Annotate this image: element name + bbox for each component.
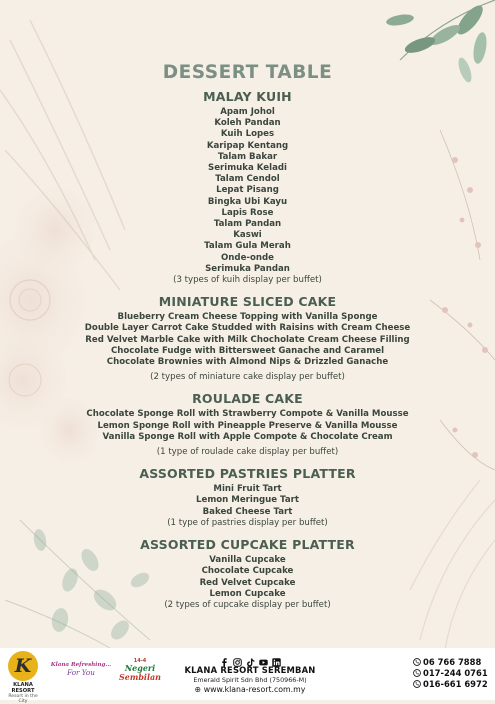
menu-item: Apam Johol (220, 107, 275, 117)
menu-item: Talam Gula Merah (204, 241, 291, 252)
negeri-logo-top: 14-4 (133, 658, 147, 664)
menu-item: Onde-onde (221, 252, 274, 263)
phone-numbers (413, 657, 493, 690)
menu-item: Lemon Meringue Tart (196, 495, 299, 506)
klana-logo-tagline: Resort in the City (8, 694, 38, 704)
section-assorted-cupcake (60, 537, 435, 611)
negeri-logo-line2: Sembilan (118, 672, 161, 682)
linkedin-icon[interactable] (272, 652, 281, 661)
menu-item: Kuih Lopes (220, 129, 275, 140)
negeri-sembilan-logo (118, 658, 162, 682)
section-roulade-cake (60, 391, 435, 458)
refreshing-logo-line1: Klana Refreshing... (50, 662, 112, 668)
section-title: ASSORTED PASTRIES PLATTER (139, 466, 356, 482)
menu-item: Talam Pandan (213, 219, 282, 230)
section-note: (2 types of miniature cake display per buffet) (150, 372, 345, 383)
menu-item: Koleh Pandan (214, 118, 281, 129)
menu-item: Double Layer Carrot Cake Studded with Raisins with Cream Cheese (84, 323, 411, 334)
section-title: ROULADE CAKE (192, 391, 303, 407)
website-url: www.klana-resort.com.my (203, 685, 306, 694)
section-title: ASSORTED CUPCAKE PLATTER (140, 537, 355, 553)
section-assorted-pastries (60, 466, 435, 529)
youtube-icon[interactable] (259, 652, 268, 661)
phone-number[interactable] (413, 657, 493, 668)
instagram-icon[interactable] (233, 652, 242, 661)
phone-number-text: 016-661 6972 (423, 679, 488, 689)
menu-item: Lemon Cupcake (209, 588, 286, 599)
section-miniature-sliced-cake (60, 294, 435, 383)
resort-contact-info (175, 652, 325, 694)
klana-logo-name: KLANA RESORT (11, 682, 35, 694)
menu-item: Chocolate Cupcake (201, 566, 294, 577)
menu-content (60, 62, 435, 611)
whatsapp-number[interactable] (413, 679, 493, 690)
negeri-logo-line1: Negeri (124, 663, 156, 673)
menu-item: Talam Cendol (215, 174, 280, 185)
menu-item: Bingka Ubi Kayu (207, 196, 288, 207)
globe-icon: ⊕ (194, 685, 202, 694)
menu-item: Talam Bakar (217, 151, 278, 162)
section-note: (1 type of pastries display per buffet) (167, 517, 328, 528)
refreshing-logo (50, 662, 112, 677)
menu-item: Chocolate Sponge Roll with Strawberry Compote & Vanilla Mousse (86, 409, 409, 420)
footer (0, 648, 495, 704)
website-link[interactable] (175, 685, 325, 694)
menu-item: Serimuka Pandan (205, 263, 290, 274)
resort-name: KLANA RESORT SEREMBAN (184, 665, 316, 675)
menu-item: Mini Fruit Tart (213, 484, 282, 495)
menu-item: Kaswi (233, 230, 262, 241)
menu-item: Vanilla Sponge Roll with Apple Compote & Chocolate Cream (102, 431, 393, 442)
menu-item: Red Velvet Cupcake (199, 577, 296, 588)
whatsapp-icon (413, 669, 421, 677)
section-malay-kuih (60, 89, 435, 286)
menu-item: Vanilla Cupcake (209, 555, 286, 566)
section-title: MALAY KUIH (203, 89, 292, 104)
menu-item: Serimuka Keladi (208, 163, 287, 174)
facebook-icon[interactable] (220, 652, 229, 661)
menu-item: Red Velvet Marble Cake with Milk Chocholate Cream Cheese Filling (85, 334, 410, 345)
tiktok-icon[interactable] (246, 652, 255, 661)
phone-number-text: 017-244 0761 (423, 668, 488, 678)
page-title: DESSERT TABLE (162, 62, 333, 83)
menu-item: Chocolate Fudge with Bittersweet Ganache and Caramel (110, 345, 385, 356)
menu-item: Lepat Pisang (216, 185, 279, 196)
menu-item: Chocolate Brownies with Almond Nips & Drizzled Ganache (106, 357, 389, 368)
company-name: Emerald Spirit Sdn Bhd (750966-M) (193, 676, 307, 684)
klana-resort-logo (4, 651, 42, 704)
menu-item: Lapis Rose (221, 207, 274, 218)
refreshing-logo-line2: For You (67, 668, 95, 677)
klana-logo-mark: K (8, 651, 38, 681)
section-note: (1 type of roulade cake display per buffet) (156, 447, 339, 458)
whatsapp-icon (413, 680, 421, 688)
phone-icon (413, 658, 421, 666)
menu-item: Lemon Sponge Roll with Pineapple Preserve & Vanilla Mousse (97, 420, 398, 431)
section-note: (2 types of cupcake display per buffet) (164, 599, 331, 610)
social-links (175, 652, 325, 663)
section-title: MINIATURE SLICED CAKE (158, 294, 337, 310)
menu-item: Baked Cheese Tart (202, 506, 293, 517)
section-note: (3 types of kuih display per buffet) (173, 275, 322, 286)
whatsapp-number[interactable] (413, 668, 493, 679)
phone-number-text: 06 766 7888 (423, 657, 482, 667)
menu-item: Blueberry Cream Cheese Topping with Vanilla Sponge (117, 312, 378, 323)
menu-item: Karipap Kentang (206, 140, 289, 151)
